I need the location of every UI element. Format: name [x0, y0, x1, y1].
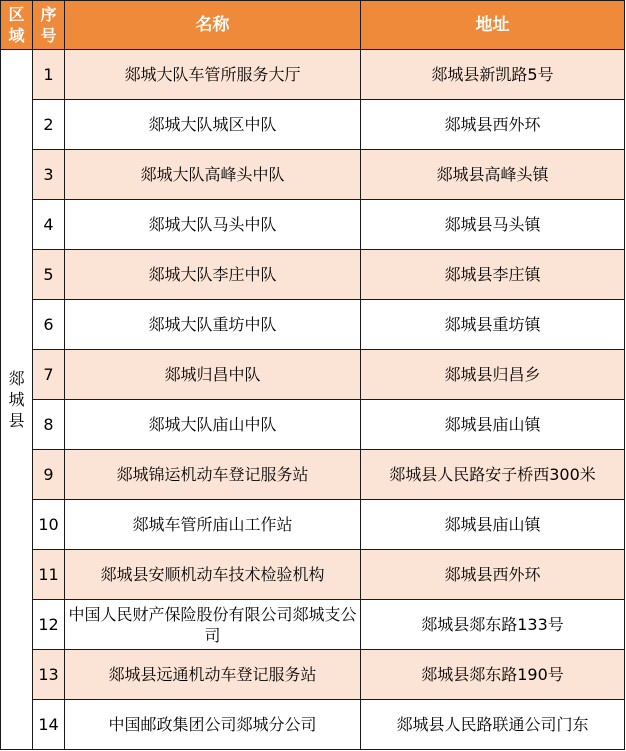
seq-cell: 10	[33, 500, 65, 550]
name-cell: 郯城大队马头中队	[65, 200, 361, 250]
seq-cell: 11	[33, 550, 65, 600]
address-cell: 郯城县西外环	[361, 550, 625, 600]
table-row	[1, 550, 625, 600]
address-cell: 郯城县郯东路133号	[361, 600, 625, 650]
seq-cell: 3	[33, 150, 65, 200]
header-address: 地址	[361, 1, 625, 50]
seq-cell: 5	[33, 250, 65, 300]
name-cell: 郯城县远通机动车登记服务站	[65, 650, 361, 700]
table-row	[1, 400, 625, 450]
table-row	[1, 600, 625, 650]
table-row	[1, 300, 625, 350]
seq-cell: 9	[33, 450, 65, 500]
table-row	[1, 450, 625, 500]
name-cell: 郯城大队高峰头中队	[65, 150, 361, 200]
name-cell: 郯城大队城区中队	[65, 100, 361, 150]
seq-cell: 7	[33, 350, 65, 400]
name-cell: 郯城大队车管所服务大厅	[65, 50, 361, 100]
name-cell: 中国人民财产保险股份有限公司郯城支公司	[65, 600, 361, 650]
name-cell: 郯城车管所庙山工作站	[65, 500, 361, 550]
region-cell	[1, 50, 33, 750]
table-row	[1, 650, 625, 700]
name-cell: 郯城归昌中队	[65, 350, 361, 400]
name-cell: 郯城大队李庄中队	[65, 250, 361, 300]
seq-cell: 12	[33, 600, 65, 650]
address-cell: 郯城县郯东路190号	[361, 650, 625, 700]
name-cell: 郯城大队重坊中队	[65, 300, 361, 350]
address-cell: 郯城县西外环	[361, 100, 625, 150]
address-cell: 郯城县庙山镇	[361, 400, 625, 450]
header-seq: 序号	[33, 1, 65, 50]
address-cell: 郯城县人民路联通公司门东	[361, 700, 625, 750]
seq-cell: 14	[33, 700, 65, 750]
header-name: 名称	[65, 1, 361, 50]
seq-cell: 1	[33, 50, 65, 100]
table-body	[1, 50, 625, 750]
table-row	[1, 50, 625, 100]
name-cell: 郯城县安顺机动车技术检验机构	[65, 550, 361, 600]
table-row	[1, 250, 625, 300]
seq-cell: 4	[33, 200, 65, 250]
address-cell: 郯城县李庄镇	[361, 250, 625, 300]
address-cell: 郯城县庙山镇	[361, 500, 625, 550]
header-region: 区域	[1, 1, 33, 50]
address-cell: 郯城县重坊镇	[361, 300, 625, 350]
name-cell: 郯城大队庙山中队	[65, 400, 361, 450]
name-cell: 郯城锦运机动车登记服务站	[65, 450, 361, 500]
header-row	[1, 1, 625, 50]
table-row	[1, 100, 625, 150]
address-cell: 郯城县人民路安子桥西300米	[361, 450, 625, 500]
address-cell: 郯城县高峰头镇	[361, 150, 625, 200]
seq-cell: 2	[33, 100, 65, 150]
address-cell: 郯城县马头镇	[361, 200, 625, 250]
address-cell: 郯城县归昌乡	[361, 350, 625, 400]
region-label: 郯城县	[8, 369, 25, 430]
table-row	[1, 500, 625, 550]
name-cell: 中国邮政集团公司郯城分公司	[65, 700, 361, 750]
address-cell: 郯城县新凯路5号	[361, 50, 625, 100]
seq-cell: 6	[33, 300, 65, 350]
table-row	[1, 700, 625, 750]
table-row	[1, 350, 625, 400]
seq-cell: 8	[33, 400, 65, 450]
table-row	[1, 150, 625, 200]
table-row	[1, 200, 625, 250]
seq-cell: 13	[33, 650, 65, 700]
